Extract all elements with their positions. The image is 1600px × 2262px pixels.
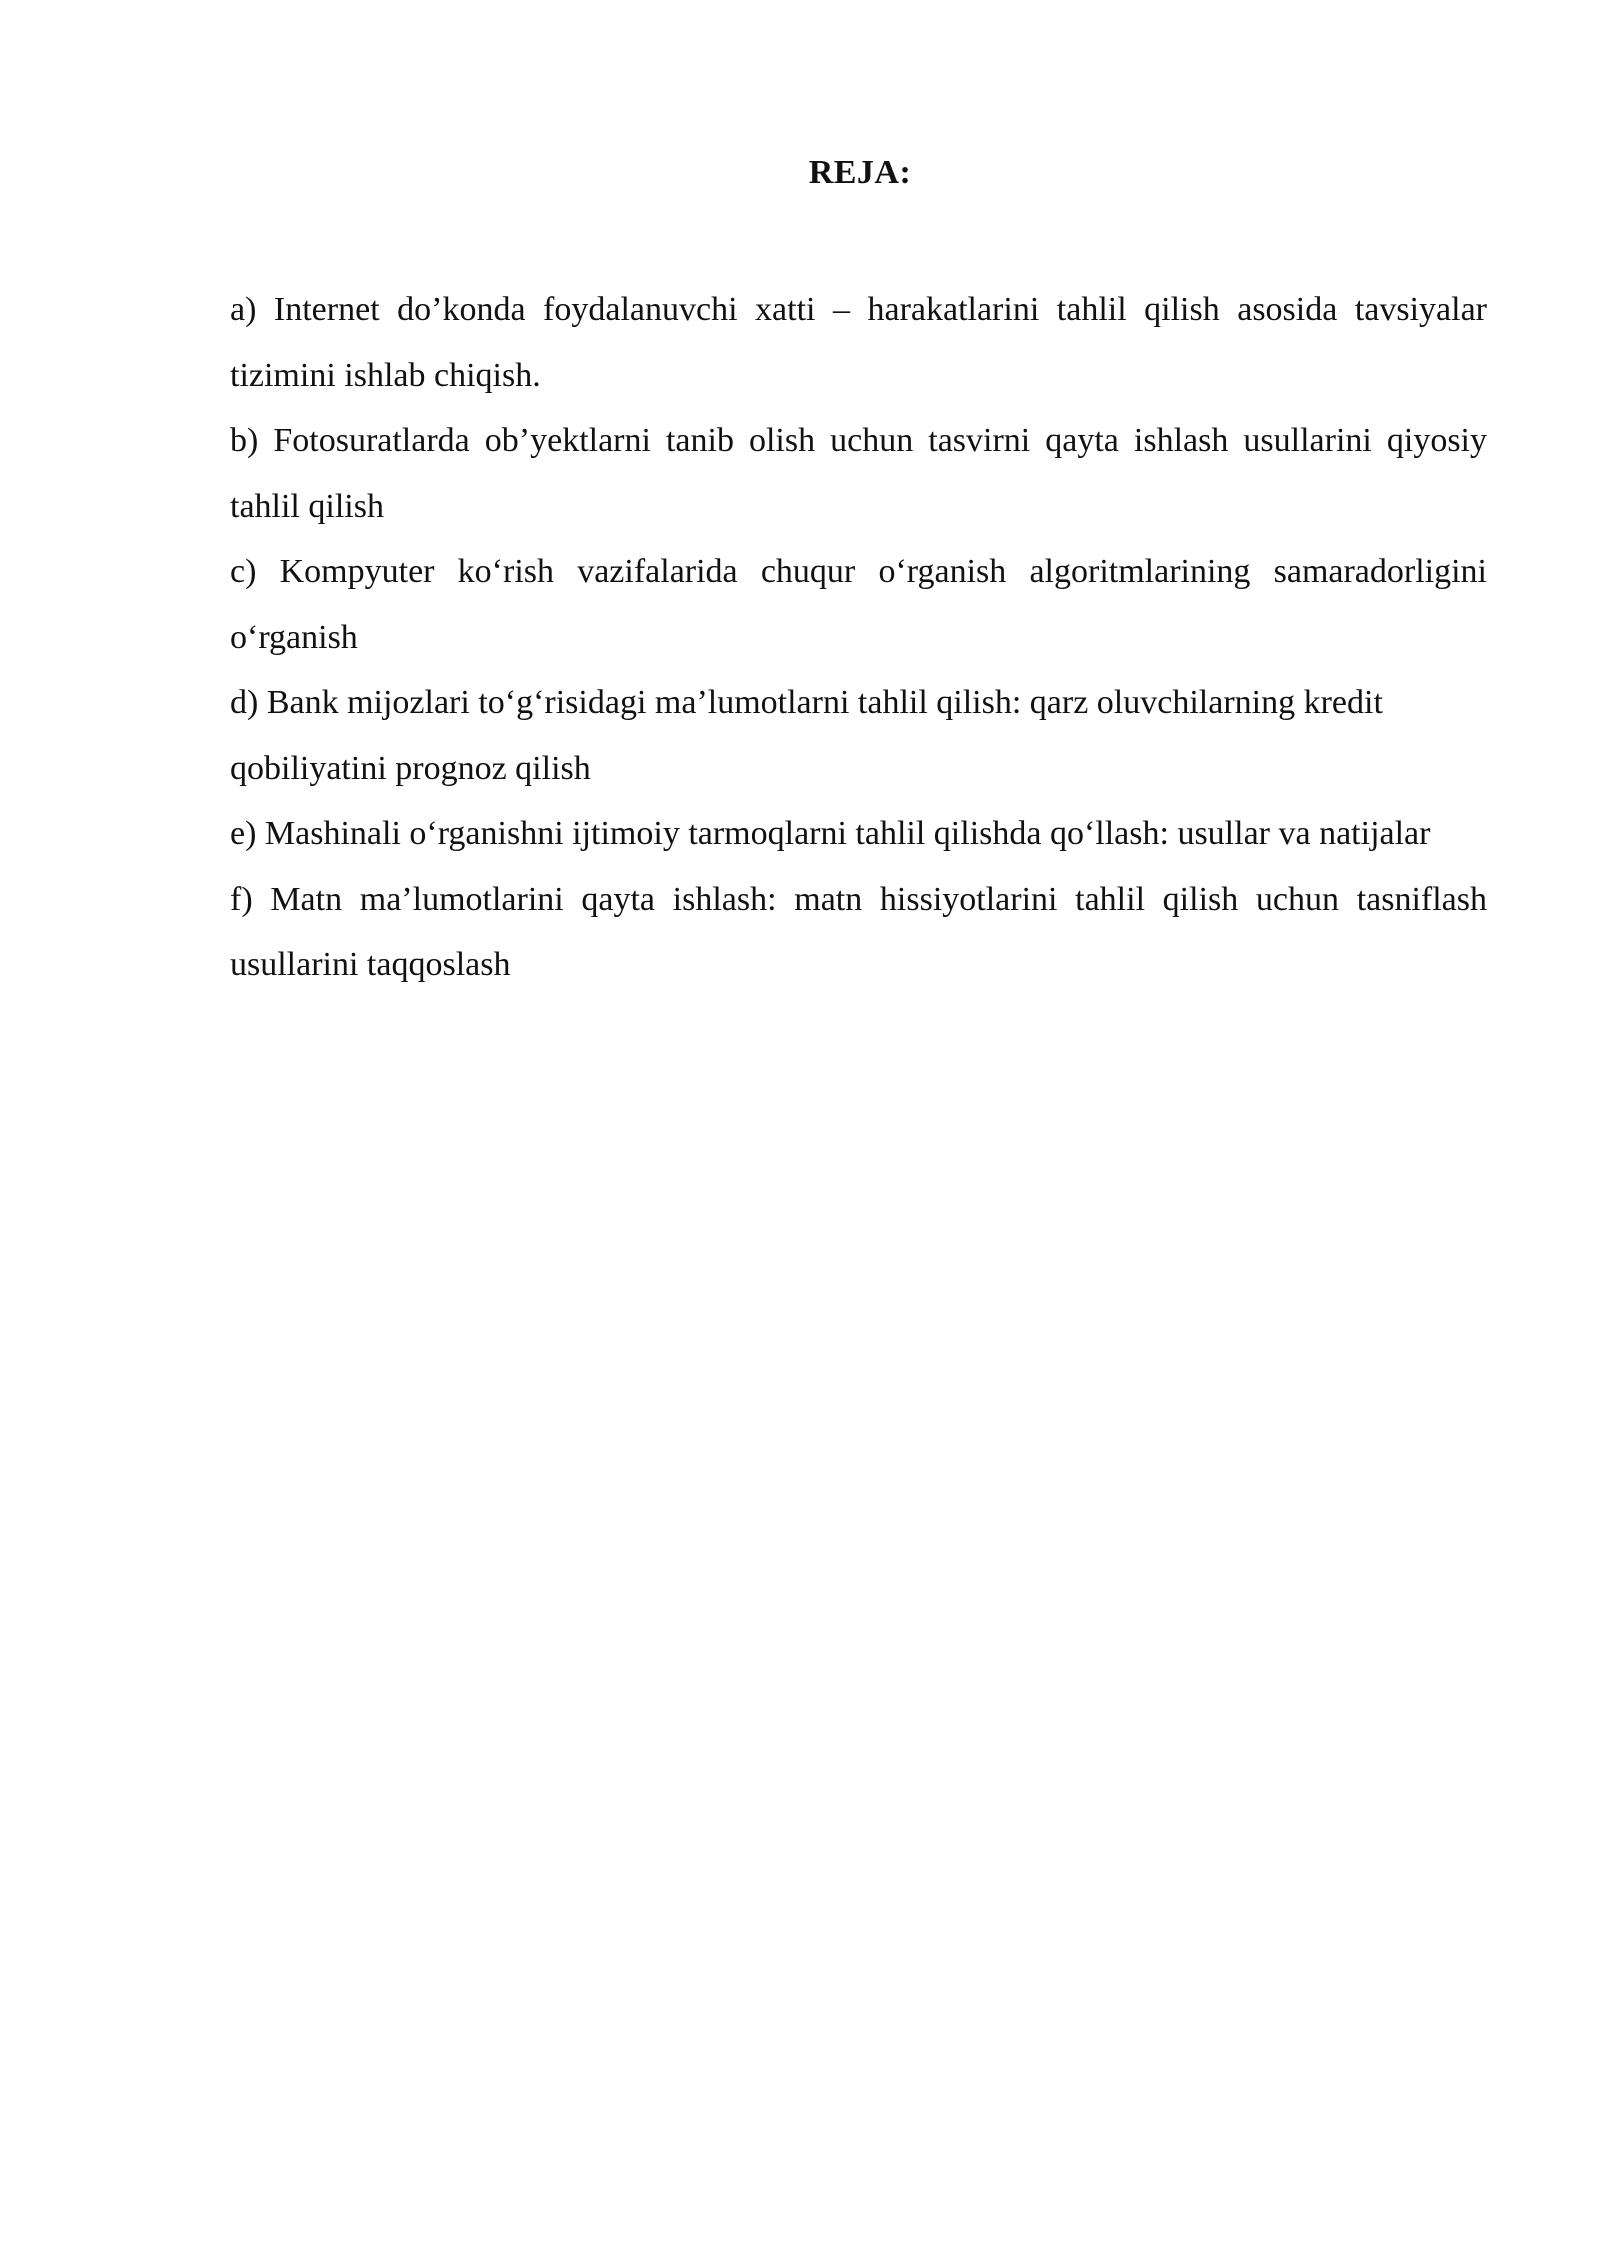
page-title: REJA: (808, 154, 912, 191)
plan-item-b: b) Fotosuratlarda ob’yektlarni tanib olish uchun tasvirni qayta ishlash usullarini qiyosiy tahlil qilish (230, 422, 1487, 525)
plan-item-a: a) Internet do’konda foydalanuvchi xatti – harakatlarini tahlil qilish asosida tavsiyalar tizimini ishlab chiqish. (230, 291, 1487, 394)
plan-item-e: e) Mashinali o‘rganishni ijtimoiy tarmoqlarni tahlil qilishda qo‘llash: usullar va natijalar (230, 815, 1431, 852)
plan-item-c: c) Kompyuter ko‘rish vazifalarida chuqur o‘rganish algoritmlarining samaradorligini o‘rganish (230, 553, 1487, 656)
plan-list (230, 277, 1487, 998)
plan-item-f: f) Matn ma’lumotlarini qayta ishlash: matn hissiyotlarini tahlil qilish uchun tasniflash usullarini taqqoslash (230, 880, 1487, 983)
plan-item-d: d) Bank mijozlari to‘g‘risidagi ma’lumotlarni tahlil qilish: qarz oluvchilarning kredit qobiliyatini prognoz qilish (230, 684, 1383, 787)
